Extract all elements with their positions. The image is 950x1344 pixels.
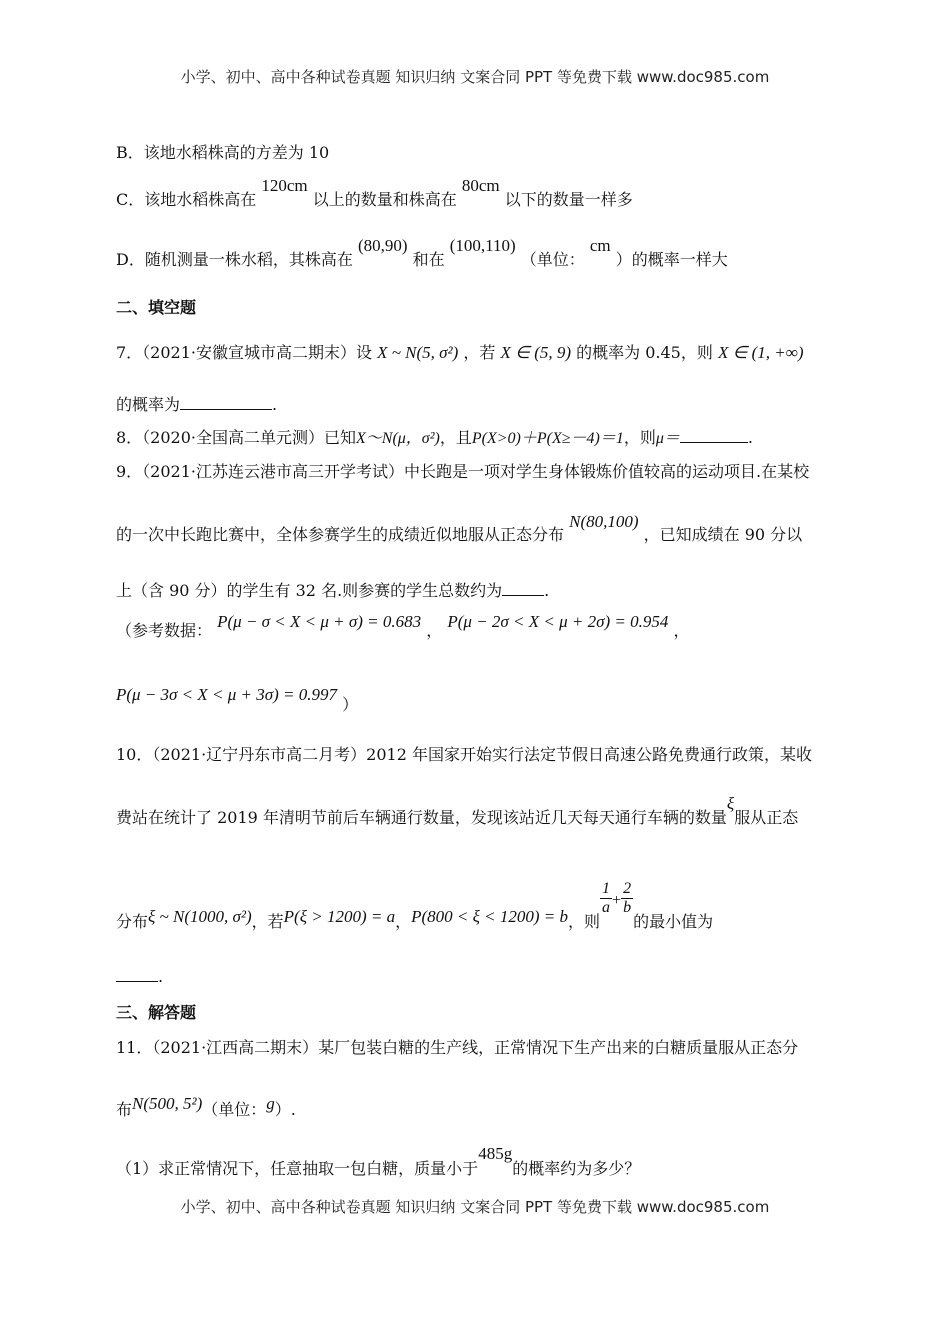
q9-text-2a: 的一次中长跑比赛中，全体参赛学生的成绩近似地服从正态分布 (116, 525, 565, 544)
q6-optc-text-c: 以下的数量一样多 (504, 190, 633, 209)
q11-line2 (116, 1094, 296, 1120)
q11-line1: 11．（2021·江西高二期末）某厂包装白糖的生产线，正常情况下生产出来的白糖质量服从正态分 (116, 1038, 799, 1057)
q9-comma2: ， (673, 621, 690, 640)
q10-frac2-num: 2 (623, 880, 632, 897)
q6-option-d (116, 236, 728, 270)
q10-text-3b: ，若 (251, 912, 284, 931)
q11-sub1-text-a: （1）求正常情况下，任意抽取一包白糖，质量小于 (116, 1159, 479, 1178)
page-header: 小学、初中、高中各种试卷真题 知识归纳 文案合同 PPT 等免费下载 www.doc985.com (180, 68, 770, 86)
q6-optc-text-b: 以上的数量和株高在 (312, 190, 457, 209)
section-fill-blank-title: 二、填空题 (116, 298, 197, 317)
q10-xi: ξ (726, 794, 735, 813)
q10-text-2a: 费站在统计了 2019 年清明节前后车辆通行数量，发现该站近几天每天通行车辆的数量 (116, 808, 727, 827)
q8-text-d: . (747, 428, 753, 447)
q11-text-2b: （单位： (202, 1100, 267, 1119)
q6-optc-math2: 80cm (461, 176, 500, 195)
q6-optd-math1: (80,90) (357, 236, 408, 255)
q6-optd-text-a: D．随机测量一株水稻，其株高在 (116, 250, 353, 269)
q10-plus: + (612, 892, 622, 909)
q9-comma1: ， (426, 621, 443, 640)
q11-math1: N(500, 5²) (132, 1094, 203, 1113)
q6-optd-text-b: 和在 (412, 250, 445, 269)
q7-line1 (116, 340, 804, 363)
q9-line1: 9．（2021·江苏连云港市高三开学考试）中长跑是一项对学生身体锻炼价值较高的运动项目.在某校 (116, 462, 810, 481)
q11-math3: 485g (478, 1144, 513, 1163)
q10-line4 (116, 967, 163, 986)
q9-ref2: P(μ − 2σ < X < μ + 2σ) = 0.954 (447, 612, 669, 631)
q9-ref-line2 (116, 682, 359, 714)
q8-math2: P(X>0)＋P(X≥－4)＝1 (471, 430, 624, 447)
q10-line2 (116, 794, 799, 828)
q7-text-e: . (272, 395, 278, 414)
q11-text-2a: 布 (116, 1100, 133, 1119)
q9-close: ） (342, 695, 359, 714)
q6-option-b: B．该地水稻株高的方差为 10 (116, 143, 330, 162)
q6-optc-math1: 120cm (261, 176, 308, 195)
q10-frac1-num: 1 (602, 880, 611, 897)
q11-text-2c: ）. (274, 1100, 296, 1119)
q6-optd-math3: cm (589, 236, 611, 255)
q7-text-d: 的概率为 (116, 395, 181, 414)
q10-math1: ξ ~ N(1000, σ²) (148, 907, 252, 926)
q11-sub1 (116, 1144, 641, 1179)
q9-ref-line (116, 612, 690, 641)
q9-answer-blank[interactable] (502, 595, 544, 596)
q7-answer-blank[interactable] (180, 409, 272, 410)
q8-text-b: ，且 (439, 428, 472, 447)
q9-ref1: P(μ − σ < X < μ + σ) = 0.683 (217, 612, 422, 631)
q6-optd-text-c: （单位： (520, 250, 585, 269)
q9-text-3end: . (544, 581, 550, 600)
q6-option-c (116, 176, 633, 210)
q11-sub1-text-b: 的概率约为多少？ (512, 1159, 641, 1178)
q10-math3: P(800 < ξ < 1200) = b (411, 907, 569, 926)
q7-text-a: 7．（2021·安徽宣城市高二期末）设 (116, 343, 372, 362)
q10-frac1-den: a (602, 899, 611, 916)
q10-text-2b: 服从正态 (734, 808, 799, 827)
q9-text-3: 上（含 90 分）的学生有 32 名.则参赛的学生总数约为 (116, 581, 503, 600)
q7-line2 (116, 392, 277, 415)
q8-line (116, 425, 753, 448)
q10-frac2-den: b (623, 899, 632, 916)
q10-text-3c: ， (395, 912, 412, 931)
q7-math1: X ~ N(5, σ²) (377, 343, 459, 362)
q10-line1: 10．（2021·辽宁丹东市高二月考）2012 年国家开始实行法定节假日高速公路免费通行政策，某收 (116, 745, 812, 764)
q8-math3: μ＝ (655, 430, 680, 447)
q9-ref-label: （参考数据： (116, 621, 213, 640)
q11-math2: g (266, 1094, 275, 1113)
q9-text-2b: ，已知成绩在 90 分以 (643, 525, 803, 544)
q10-line3 (116, 880, 714, 931)
q6-optd-text-d: ）的概率一样大 (615, 250, 728, 269)
q7-math2: X ∈ (5, 9) (500, 343, 572, 362)
q6-optd-math2: (100,110) (449, 236, 516, 255)
q10-answer-blank[interactable] (116, 981, 158, 982)
q8-answer-blank[interactable] (680, 442, 748, 443)
q8-text-a: 8．（2020·全国高二单元测）已知 (116, 428, 356, 447)
q7-math3: X ∈ (1, +∞) (717, 343, 804, 362)
q8-text-c: ，则 (623, 428, 656, 447)
q10-frac2 (621, 880, 633, 917)
q10-math2: P(ξ > 1200) = a (283, 907, 396, 926)
q9-line2 (116, 512, 803, 545)
q10-text-3d: ，则 (568, 912, 601, 931)
q9-ref3: P(μ − 3σ < X < μ + 3σ) = 0.997 (116, 685, 338, 704)
q7-text-b: ，若 (463, 343, 496, 362)
q6-optc-text-a: C．该地水稻株高在 (116, 190, 257, 209)
q10-text-3e: 的最小值为 (633, 912, 714, 931)
q8-math1: X～N(μ，σ²) (356, 430, 440, 447)
q10-text-4end: . (158, 967, 164, 986)
q10-text-3a: 分布 (116, 912, 149, 931)
section-solution-title: 三、解答题 (116, 1003, 197, 1022)
q9-line3 (116, 578, 549, 601)
q7-text-c: 的概率为 0.45，则 (576, 343, 713, 362)
page-footer: 小学、初中、高中各种试卷真题 知识归纳 文案合同 PPT 等免费下载 www.doc985.com (180, 1198, 770, 1216)
q9-math1: N(80,100) (569, 512, 639, 531)
q10-frac1 (600, 880, 612, 917)
